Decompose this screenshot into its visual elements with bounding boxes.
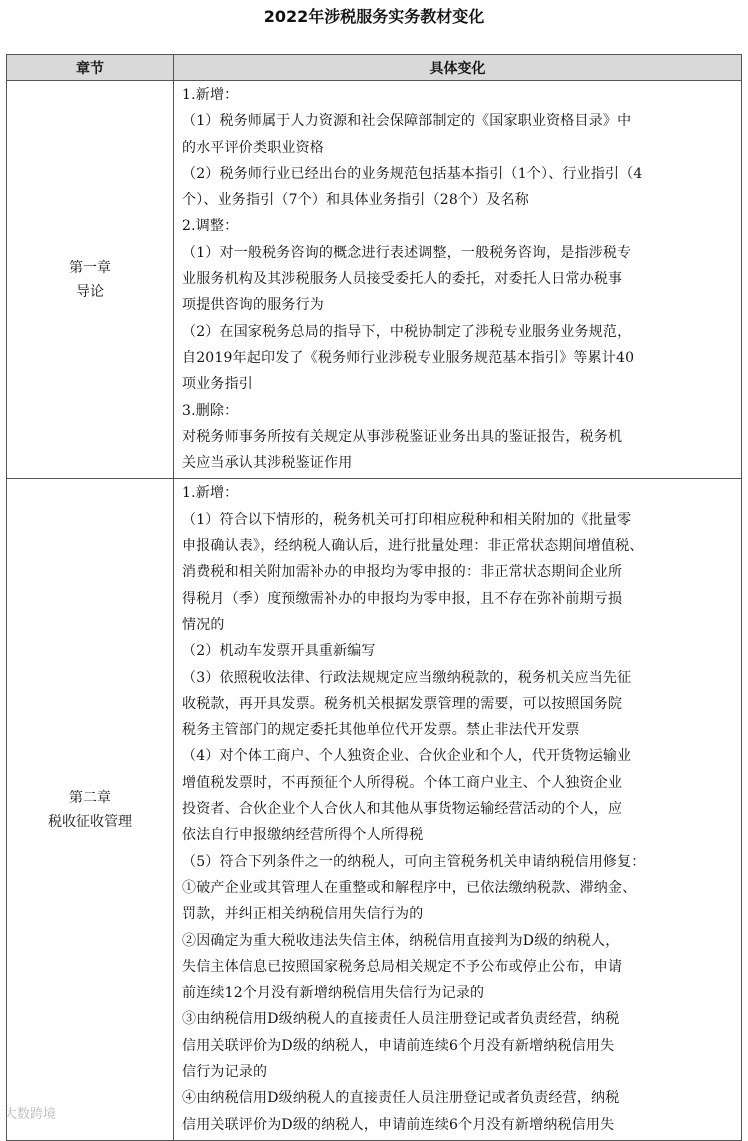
change-line: （4）对个体工商户、个人独资企业、合伙企业和个人，代开货物运输业 — [182, 748, 632, 765]
changes-cell — [174, 479, 742, 1140]
change-line: （2）税务师行业已经出台的业务规范包括基本指引（1个）、行业指引（4 — [182, 165, 643, 182]
change-line: 失信主体信息已按照国家税务总局相关规定不予公布或停止公布，申请 — [182, 958, 623, 975]
chapter-label: 第一章 — [69, 259, 111, 276]
chapter-label: 导论 — [76, 283, 104, 300]
change-line: 3.删除： — [182, 402, 239, 419]
table-header-row — [7, 55, 742, 81]
page-title: 2022年涉税服务实务教材变化 — [263, 7, 485, 26]
change-line: 关应当承认其涉税鉴证作用 — [182, 455, 353, 472]
change-line: （5）符合下列条件之一的纳税人，可向主管税务机关申请纳税信用修复： — [182, 853, 646, 870]
changes-table — [6, 54, 742, 1141]
chapter-cell — [7, 479, 174, 1140]
change-line: 收税款，再开具发票。税务机关根据发票管理的需要，可以按照国务院 — [182, 695, 623, 712]
watermark-text: 大数跨境 — [4, 1107, 57, 1122]
changes-cell — [174, 81, 742, 479]
change-line: 消费税和相关附加需补办的申报均为零申报的：非正常状态期间企业所 — [182, 564, 623, 581]
change-line: 业服务机构及其涉税服务人员接受委托人的委托，对委托人日常办税事 — [182, 271, 623, 288]
chapter-label: 第二章 — [69, 789, 111, 806]
change-line: ③由纳税信用D级纳税人的直接责任人员注册登记或者负责经营，纳税 — [182, 1011, 620, 1028]
change-line: 情况的 — [182, 616, 225, 633]
change-line: 个）、业务指引（7个）和具体业务指引（28个）及名称 — [182, 192, 529, 209]
change-line: 罚款，并纠正相关纳税信用失信行为的 — [182, 906, 424, 923]
change-line: 项提供咨询的服务行为 — [182, 297, 324, 314]
change-line: （1）符合以下情形的，税务机关可打印相应税种和相关附加的《批量零 — [182, 511, 632, 528]
chapter-cell — [7, 81, 174, 479]
change-line: 申报确认表》，经纳税人确认后，进行批量处理：非正常状态期间增值税、 — [182, 538, 644, 555]
change-line: 得税月（季）度预缴需补办的申报均为零申报，且不存在弥补前期亏损 — [182, 590, 623, 607]
table-row — [7, 479, 742, 1140]
change-line: 税务主管部门的规定委托其他单位代开发票。禁止非法代开发票 — [182, 722, 580, 739]
change-line: （2）机动车发票开具重新编写 — [182, 643, 376, 660]
change-line: （1）税务师属于人力资源和社会保障部制定的《国家职业资格目录》中 — [182, 113, 632, 130]
change-line: 依法自行申报缴纳经营所得个人所得税 — [182, 827, 424, 844]
change-line: ④由纳税信用D级纳税人的直接责任人员注册登记或者负责经营，纳税 — [182, 1090, 620, 1107]
change-line: （1）对一般税务咨询的概念进行表述调整，一般税务咨询，是指涉税专 — [182, 244, 632, 261]
change-line: （2）在国家税务总局的指导下，中税协制定了涉税专业服务业务规范， — [182, 323, 632, 340]
change-line: ②因确定为重大税收违法失信主体，纳税信用直接判为D级的纳税人， — [182, 932, 620, 949]
change-line: 投资者、合伙企业个人合伙人和其他从事货物运输经营活动的个人，应 — [182, 801, 623, 818]
change-line: 增值税发票时，不再预征个人所得税。个体工商户业主、个人独资企业 — [182, 774, 623, 791]
change-line: 自2019年起印发了《税务师行业涉税专业服务规范基本指引》等累计40 — [182, 349, 635, 366]
change-line: 信用关联评价为D级的纳税人，申请前连续6个月没有新增纳税信用失 — [182, 1037, 615, 1054]
change-line: 2.调整： — [182, 218, 239, 235]
table-row — [7, 81, 742, 479]
change-line: （3）依照税收法律、行政法规规定应当缴纳税款的，税务机关应当先征 — [182, 669, 632, 686]
change-line: 前连续12个月没有新增纳税信用失信行为记录的 — [182, 985, 485, 1002]
change-line: 信用关联评价为D级的纳税人，申请前连续6个月没有新增纳税信用失 — [182, 1116, 615, 1133]
header-changes: 具体变化 — [174, 55, 742, 81]
change-line: 1.新增： — [182, 87, 239, 103]
header-chapter: 章节 — [7, 55, 174, 81]
change-line: 对税务师事务所按有关规定从事涉税鉴证业务出具的鉴证报告，税务机 — [182, 428, 623, 445]
change-line: 信行为记录的 — [182, 1063, 268, 1080]
change-line: 的水平评价类职业资格 — [182, 139, 324, 156]
change-line: 项业务指引 — [182, 376, 253, 393]
change-line: 1.新增： — [182, 485, 239, 502]
chapter-label: 税收征收管理 — [48, 813, 132, 830]
change-line: ①破产企业或其管理人在重整或和解程序中，已依法缴纳税款、滞纳金、 — [182, 879, 637, 896]
